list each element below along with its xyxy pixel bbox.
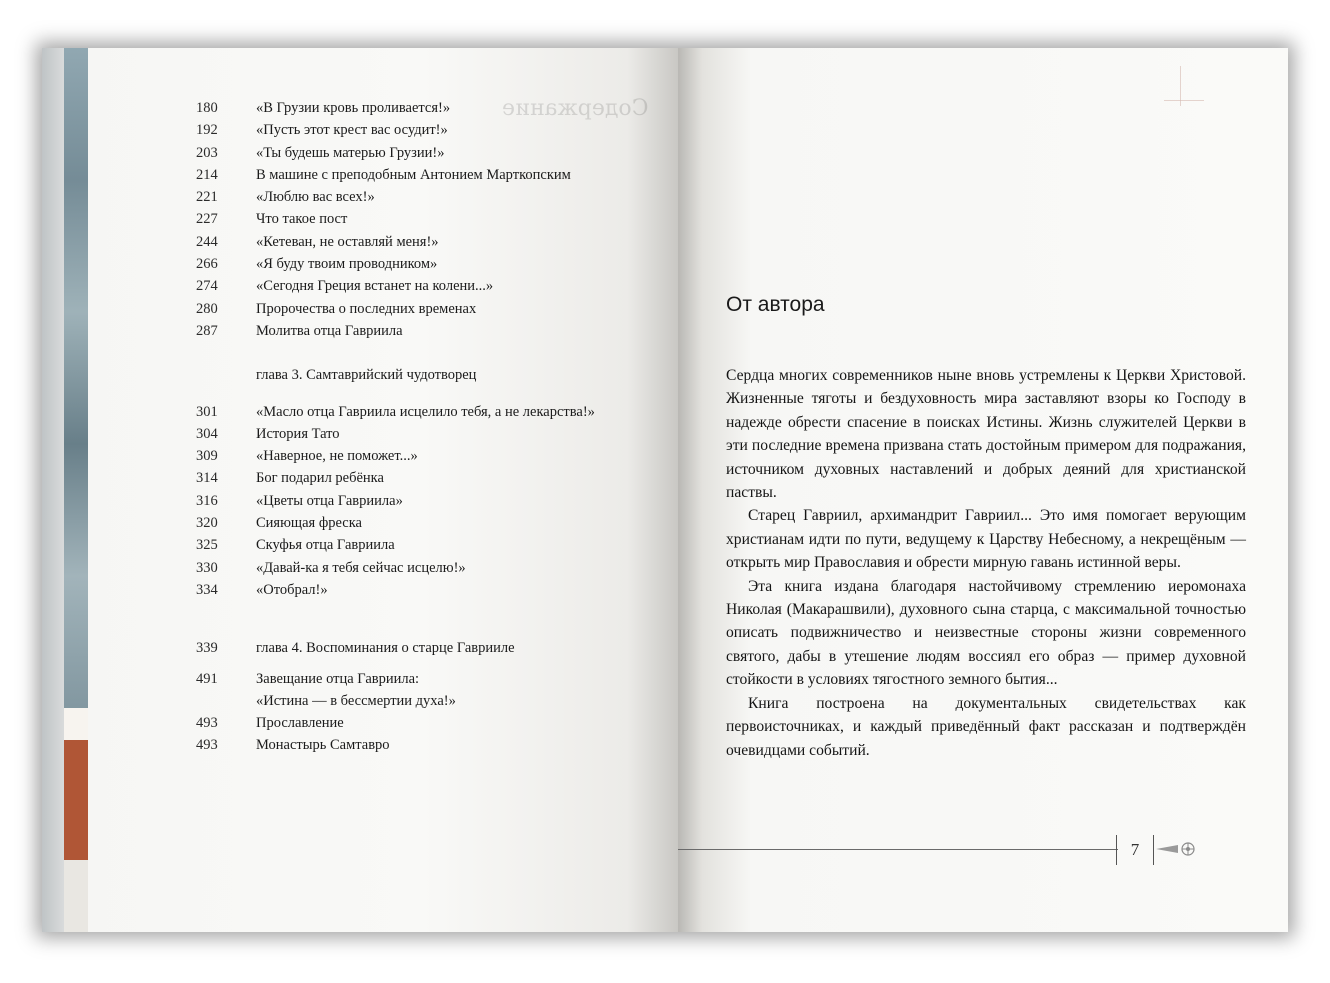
body-text [726, 364, 1246, 762]
toc-entry: 280 Пророчества о последних временах [196, 300, 477, 317]
toc-entry: 320 Сияющая фреска [196, 515, 362, 532]
toc-entry: 493 Монастырь Самтавро [196, 737, 390, 754]
toc-entry: 227 Что такое пост [196, 211, 348, 228]
left-page [42, 48, 678, 932]
toc-entry: 180 «В Грузии кровь проливается!» [196, 100, 451, 116]
toc-entry: 301 «Масло отца Гавриила исцелило тебя, а не лекарства!» [196, 403, 595, 420]
bleed-through-title: Содержание [502, 96, 649, 121]
page-number: 7 [1116, 835, 1154, 865]
paragraph: Эта книга издана благодаря настойчивому стремлению иеромонаха Николая (Макарашвили), духовного сына старца, с максимальной точностью описать подвижничество и неизвестные стороны жизни современного святого, дабы в утешение людям воссиял его образ — пример духовной стойкости в условиях тягостного земного бытия... [726, 577, 1246, 689]
toc-entry: 309 «Наверное, не поможет...» [196, 448, 418, 465]
toc-entry: 493 Прославление [196, 715, 344, 732]
toc-entry: 334 «Отобрал!» [196, 581, 328, 598]
toc-entry: 221 «Люблю вас всех!» [196, 189, 375, 206]
chapter-title: От автора [726, 293, 825, 316]
paragraph: Книга построена на документальных свидетельствах как первоисточниках, и каждый приведённый факт рассказан и подтверждён очевидцами событий. [726, 694, 1246, 759]
footer-rule [678, 849, 1118, 850]
toc-entry: 491 Завещание отца Гавриила: [196, 670, 420, 687]
corner-ornament [1164, 76, 1204, 101]
toc-entry: 203 «Ты будешь матерью Грузии!» [196, 144, 445, 161]
toc-entry: 330 «Давай-ка я тебя сейчас исцелю!» [196, 559, 466, 576]
toc-entry: 287 Молитва отца Гавриила [196, 322, 403, 339]
toc-entry: 325 Скуфья отца Гавриила [196, 537, 395, 554]
toc-entry: 244 «Кетеван, не оставляй меня!» [196, 233, 439, 250]
cover-strip [42, 48, 88, 932]
paragraph: Сердца многих современников ныне вновь устремлены к Церкви Христовой. Жизненные тяготы и бездуховность мира заставляют взоры ко Господу в надежде обрести спасение в поисках Истины. Жизнь служителей Церкви в эти последние времена призвана стать достойным примером для подражания, источником духовных наставлений и добрых деяний для христианской паствы. [726, 367, 1246, 502]
toc-entry: 304 История Тато [196, 425, 340, 442]
ornament-icon [1156, 840, 1204, 858]
paragraph: Старец Гавриил, архимандрит Гавриил... Это имя помогает верующим христианам идти по пути, ведущему к Царству Небесному, а некрещёным — открыть мир Православия и обрести мирную гавань истинной веры. [726, 507, 1246, 572]
table-of-contents [196, 97, 656, 757]
right-page [678, 48, 1288, 932]
toc-entry: 274 «Сегодня Греция встанет на колени...» [196, 278, 494, 295]
toc-entry: 314 Бог подарил ребёнка [196, 470, 384, 487]
toc-entry: 266 «Я буду твоим проводником» [196, 256, 438, 273]
toc-entry: 192 «Пусть этот крест вас осудит!» [196, 122, 448, 139]
toc-entry: 214 В машине с преподобным Антонием Марткопским [196, 166, 571, 183]
book-spread [42, 48, 1288, 932]
toc-chapter-heading: 339 глава 4. Воспоминания о старце Гаврииле [196, 640, 515, 657]
toc-chapter-heading: глава 3. Самтаврийский чудотворец [256, 367, 477, 384]
toc-entry: 316 «Цветы отца Гавриила» [196, 492, 403, 509]
toc-entry: «Истина — в бессмертии духа!» [256, 692, 456, 709]
